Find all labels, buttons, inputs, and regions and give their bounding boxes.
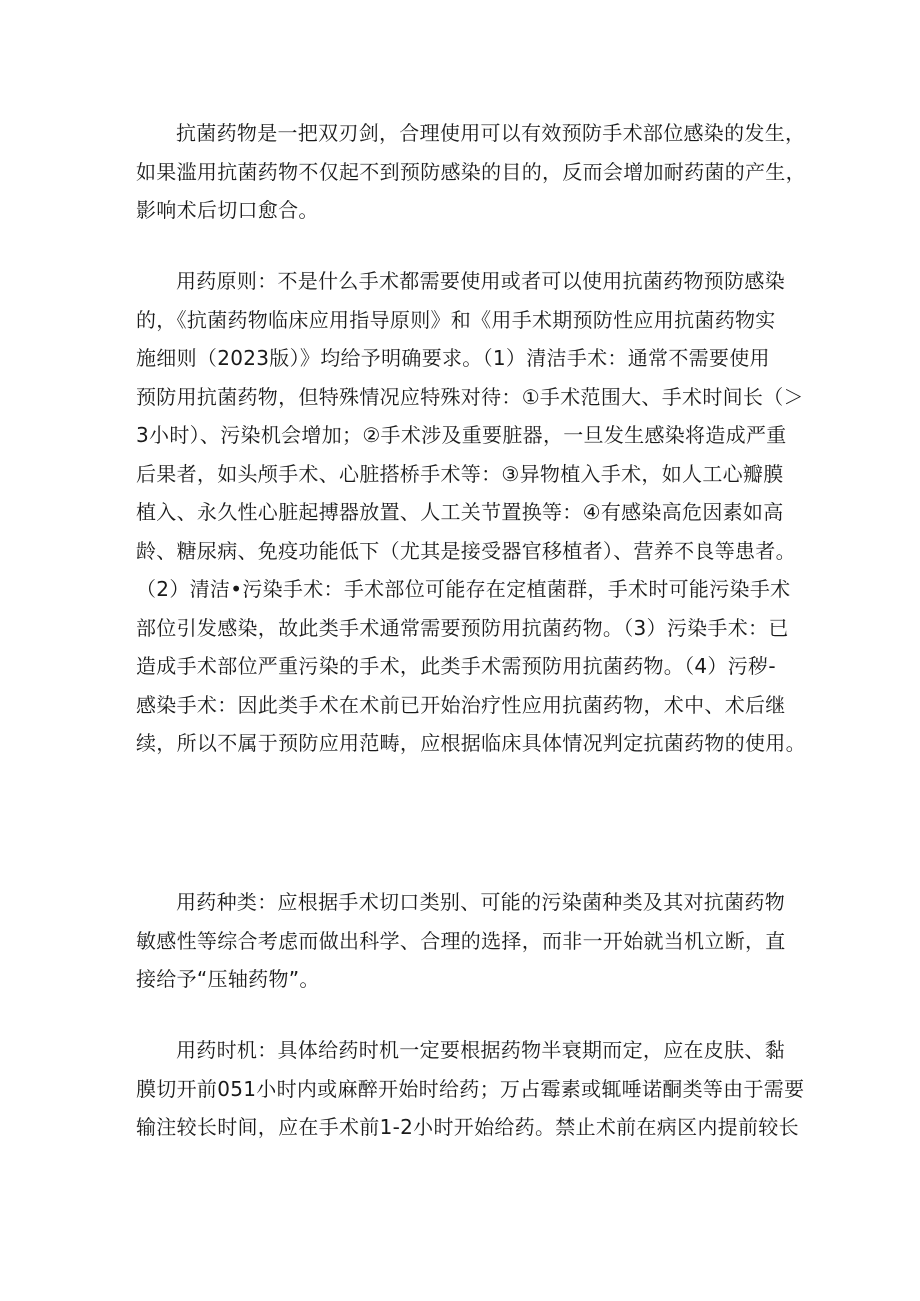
paragraph-antibiotic-intro (136, 114, 806, 230)
text-line: 续，所以不属于预防应用范畴，应根据临床具体情况判定抗菌药物的使用。 (136, 731, 806, 755)
paragraph-medication-timing (136, 1031, 805, 1147)
text-line: 植入、永久性心脏起搏器放置、人工关节置换等：④有感染高危因素如高 (136, 500, 784, 524)
text-line: 膜切开前051小时内或麻醉开始时给药；万占霉素或辄唾诺酮类等由于需要 (136, 1076, 805, 1101)
text-line: 感染手术：因此类手术在术前已开始治疗性应用抗菌药物，术中、术后继 (136, 692, 786, 717)
text-line: 预防用抗菌药物，但特殊情况应特殊对待：①手术范围大、手术时间长（＞ (136, 384, 804, 409)
text-line: 龄、糖尿病、免疫功能低下（尤其是接受器官移植者）、营养不良等患者。 (136, 538, 796, 563)
text-line: 用药时机：具体给药时机一定要根据药物半衰期而定，应在皮肤、黏 (176, 1038, 785, 1062)
text-line: 3小时）、污染机会增加；②手术涉及重要脏器，一旦发生感染将造成严重 (136, 423, 787, 447)
text-line: （2）清洁•污染手术：手术部位可能存在定植菌群，手术时可能污染手术 (136, 577, 791, 601)
text-line: 施细则（2023版）》均给予明确要求。（1）清洁手术：通常不需要使用 (136, 346, 770, 370)
text-line: 部位引发感染，故此类手术通常需要预防用抗菌药物。（3）污染手术：已 (136, 615, 789, 640)
text-line: 输注较长时间，应在手术前1-2小时开始给药。禁止术前在病区内提前较长 (136, 1115, 799, 1139)
text-line: 用药原则：不是什么手术都需要使用或者可以使用抗菌药物预防感染 (176, 269, 785, 293)
text-line: 用药种类：应根据手术切口类别、可能的污染菌种类及其对抗菌药物 (176, 890, 785, 914)
text-line: 后果者，如头颅手术、心脏搭桥手术等：③异物植入手术，如人工心瓣膜 (136, 461, 784, 486)
paragraph-medication-types (136, 883, 796, 999)
text-line: 接给予“压轴药物”。 (136, 967, 320, 991)
text-line: 敏感性等综合考虑而做出科学、合理的选择，而非一开始就当机立断，直 (136, 928, 786, 953)
text-line: 造成手术部位严重污染的手术，此类手术需预防用抗菌药物。（4）污秽- (136, 654, 776, 678)
text-line: 影响术后切口愈合。 (136, 198, 319, 222)
paragraph-medication-principles (136, 262, 806, 763)
text-line: 的，《抗菌药物临床应用指导原则》和《用手术期预防性应用抗菌药物实 (136, 307, 776, 332)
text-line: 抗菌药物是一把双刃剑，合理使用可以有效预防手术部位感染的发生， (176, 121, 806, 145)
text-line: 如果滥用抗菌药物不仅起不到预防感染的目的，反而会增加耐药菌的产生， (136, 159, 806, 184)
